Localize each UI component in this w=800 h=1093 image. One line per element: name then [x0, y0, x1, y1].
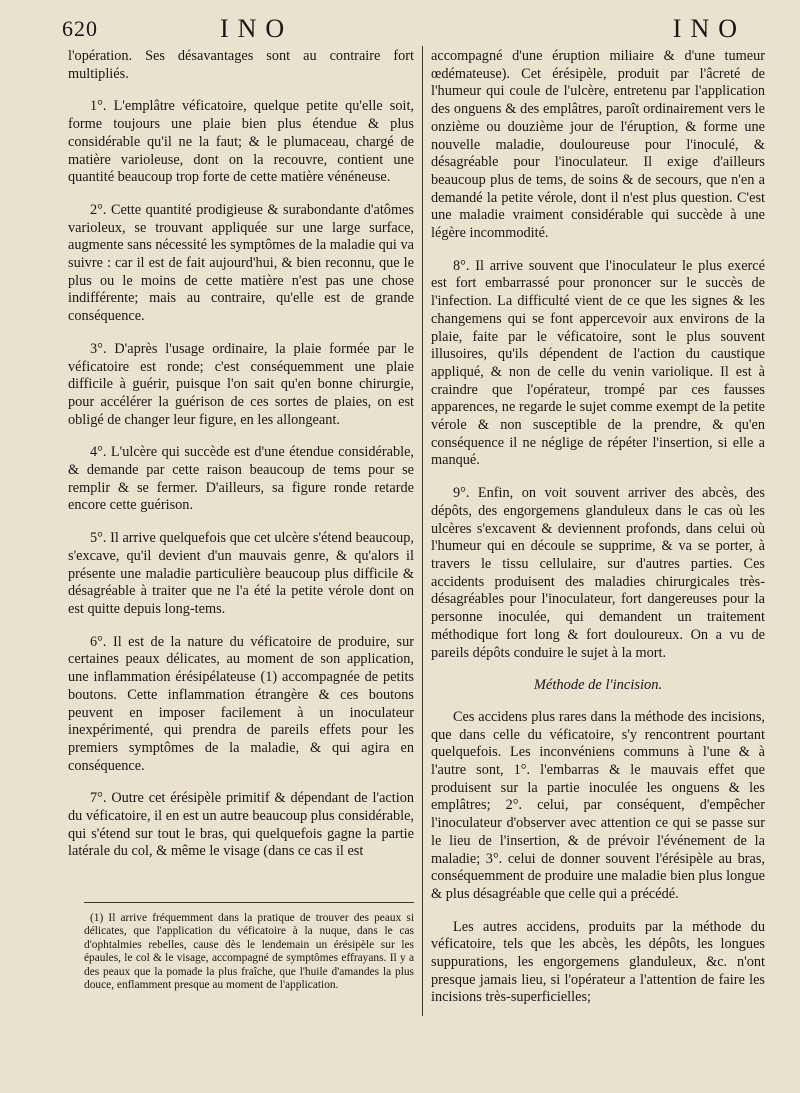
paragraph: accompagné d'une éruption miliaire & d'une tumeur œdémateuse). Cet érésipèle, produit par l'âcreté de l'humeur qui coule de l'ulcère, entretenu par l'application des onguens & des emplâtres, paroît ordinairement vers le onzième ou douzième jour de l'éruption, & forme une nouvelle maladie, douloureuse pour l'inoculé, & désagréable pour l'inoculateur. Il exige d'ailleurs beaucoup plus de tems, de soins & de secours, que n'en a demandé la petite vérole, dont il n'est plus question. C'est une maladie vraiment considérable qui succède à une légère incommodité.: [431, 48, 765, 242]
left-column: [68, 48, 414, 876]
footnote-rule: [84, 902, 414, 903]
running-header: [62, 14, 766, 42]
paragraph: 9°. Enfin, on voit souvent arriver des abcès, des dépôts, des engorgemens glanduleux dans le cas où les ulcères s'excavent & deviennent profonds, dans celui où l'humeur qui en découle se supprime, & va se porter, à travers le tissu cellulaire, sur d'autres parties. Ces accidents produisent des maladies chirurgicales très-désagréables pour l'inoculateur, fort dangereuses pour la personne inoculée, qui demandent un traitement méthodique fort long & fort douloureux. On a vu de pareils dépôts conduire le sujet à la mort.: [431, 485, 765, 661]
paragraph: 6°. Il est de la nature du véficatoire de produire, sur certaines peaux délicates, au moment de son application, une inflammation érésipélateuse (1) accompagnée de petits boutons. Cette inflammation étrangère & ces boutons peuvent en imposer facilement à un inoculateur inexpérimenté, qui prendra de pareils effets pour les premiers symptômes de la maladie, & qui agira en conséquence.: [68, 633, 414, 774]
paragraph: Les autres accidens, produits par la méthode du véficatoire, tels que les abcès, les dépôts, les longues suppurations, les engorgemens glanduleux, &c. n'ont presque jamais lieu, si l'opérateur a l'attention de faire les incisions très-superficielles;: [431, 918, 765, 1006]
paragraph: Ces accidens plus rares dans la méthode des incisions, que dans celle du véficatoire, s'y rencontrent pourtant quelquefois. Les inconvéniens communs à l'une & à l'autre sont, 1°. l'embarras & le mauvais effet que produisent sur la partie inoculée les onguens & les emplâtres; 2°. celui, par conséquent, d'empêcher l'inoculateur d'observer avec attention ce qui se passe sur le lieu de l'insertion, & de prévoir l'événement de la maladie; 3°. celui de donner souvent l'érésipèle au bras, conséquemment de produire une maladie bien plus longue & plus désagréable que celle qui a précédé.: [431, 708, 765, 902]
paragraph: 4°. L'ulcère qui succède est d'une étendue considérable, & demande par cette raison beaucoup de tems pour se remplir & se fermer. D'ailleurs, sa figure ronde retarde encore cette guérison.: [68, 444, 414, 514]
section-heading: Méthode de l'incision.: [533, 677, 663, 694]
paragraph: 1°. L'emplâtre véficatoire, quelque petite qu'elle soit, forme toujours une plaie bien plus étendue & plus considérable qu'il ne la faut; & le plumaceau, chargé de matière varioleuse, dont on la recouvre, contient une quantité beaucoup trop forte de cette matière vénéneuse.: [68, 98, 414, 186]
running-head-left: INO: [220, 14, 294, 43]
right-column: [431, 48, 765, 1022]
paragraph: 7°. Outre cet érésipèle primitif & dépendant de l'action du véficatoire, il en est un autre beaucoup plus considérable, qui s'étend sur tout le bras, qui quelquefois gagne la partie latérale du col, & même le visage (dans ce cas il est: [68, 790, 414, 860]
running-head-right: INO: [672, 14, 746, 43]
paragraph: l'opération. Ses désavantages sont au contraire fort multipliés.: [68, 48, 414, 82]
column-divider: [422, 46, 423, 1016]
page-number: 620: [62, 16, 98, 41]
footnote-text: (1) Il arrive fréquemment dans la pratique de trouver des peaux si délicates, que l'application du véficatoire à la nuque, dans le cas d'ophtalmies rebelles, cause dès le lendemain un érésipèle sur les épaules, le col & le visage, accompagné de symptômes effrayans. Il y a des peaux que la pomade la plus fraîche, que l'huile d'amandes la plus douce, enflamment presque au moment de l'application.: [84, 912, 414, 992]
footnote: [84, 912, 414, 992]
paragraph: 5°. Il arrive quelquefois que cet ulcère s'étend beaucoup, s'excave, qu'il devient d'un mauvais genre, & qu'alors il présente une maladie particulière beaucoup plus difficile & désagréable à traiter que ne l'a été la petite vérole dont on est quitte depuis long-tems.: [68, 530, 414, 617]
paragraph: 8°. Il arrive souvent que l'inoculateur le plus exercé est fort embarrassé pour prononcer sur le succès de l'infection. La difficulté vient de ce que les signes & les changemens qui se font appercevoir aux environs de la plaie, faite par le véficatoire, sont le plus souvent illusoires, qu'ils dépendent de l'action du caustique appliqué, & non de celle du venin variolique. Il est à craindre que l'opérateur, trompé par ces fausses apparences, ne regarde le sujet comme exempt de la petite vérole & non susceptible de la prendre, & qu'en conséquence il ne néglige de répéter l'insertion, si elle a manqué.: [431, 257, 765, 469]
paragraph: 2°. Cette quantité prodigieuse & surabondante d'atômes varioleux, se trouvant appliquée sur une large surface, augmente sans nécessité les symptômes de la maladie qui va suivre : car il est de fait aujourd'hui, & bien reconnu, que le plus ou le moins de cette matière n'est pas une chose indifférente; mais au contraire, qu'elle est de grande conséquence.: [68, 201, 414, 325]
paragraph: 3°. D'après l'usage ordinaire, la plaie formée par le véficatoire est ronde; c'est conséquemment une plaie difficile à guérir, puisque l'on sait qu'en bonne chirurgie, pour accélérer la guérison de ces sortes de plaies, on est obligé de changer leur figure, en les allongeant.: [68, 340, 414, 428]
